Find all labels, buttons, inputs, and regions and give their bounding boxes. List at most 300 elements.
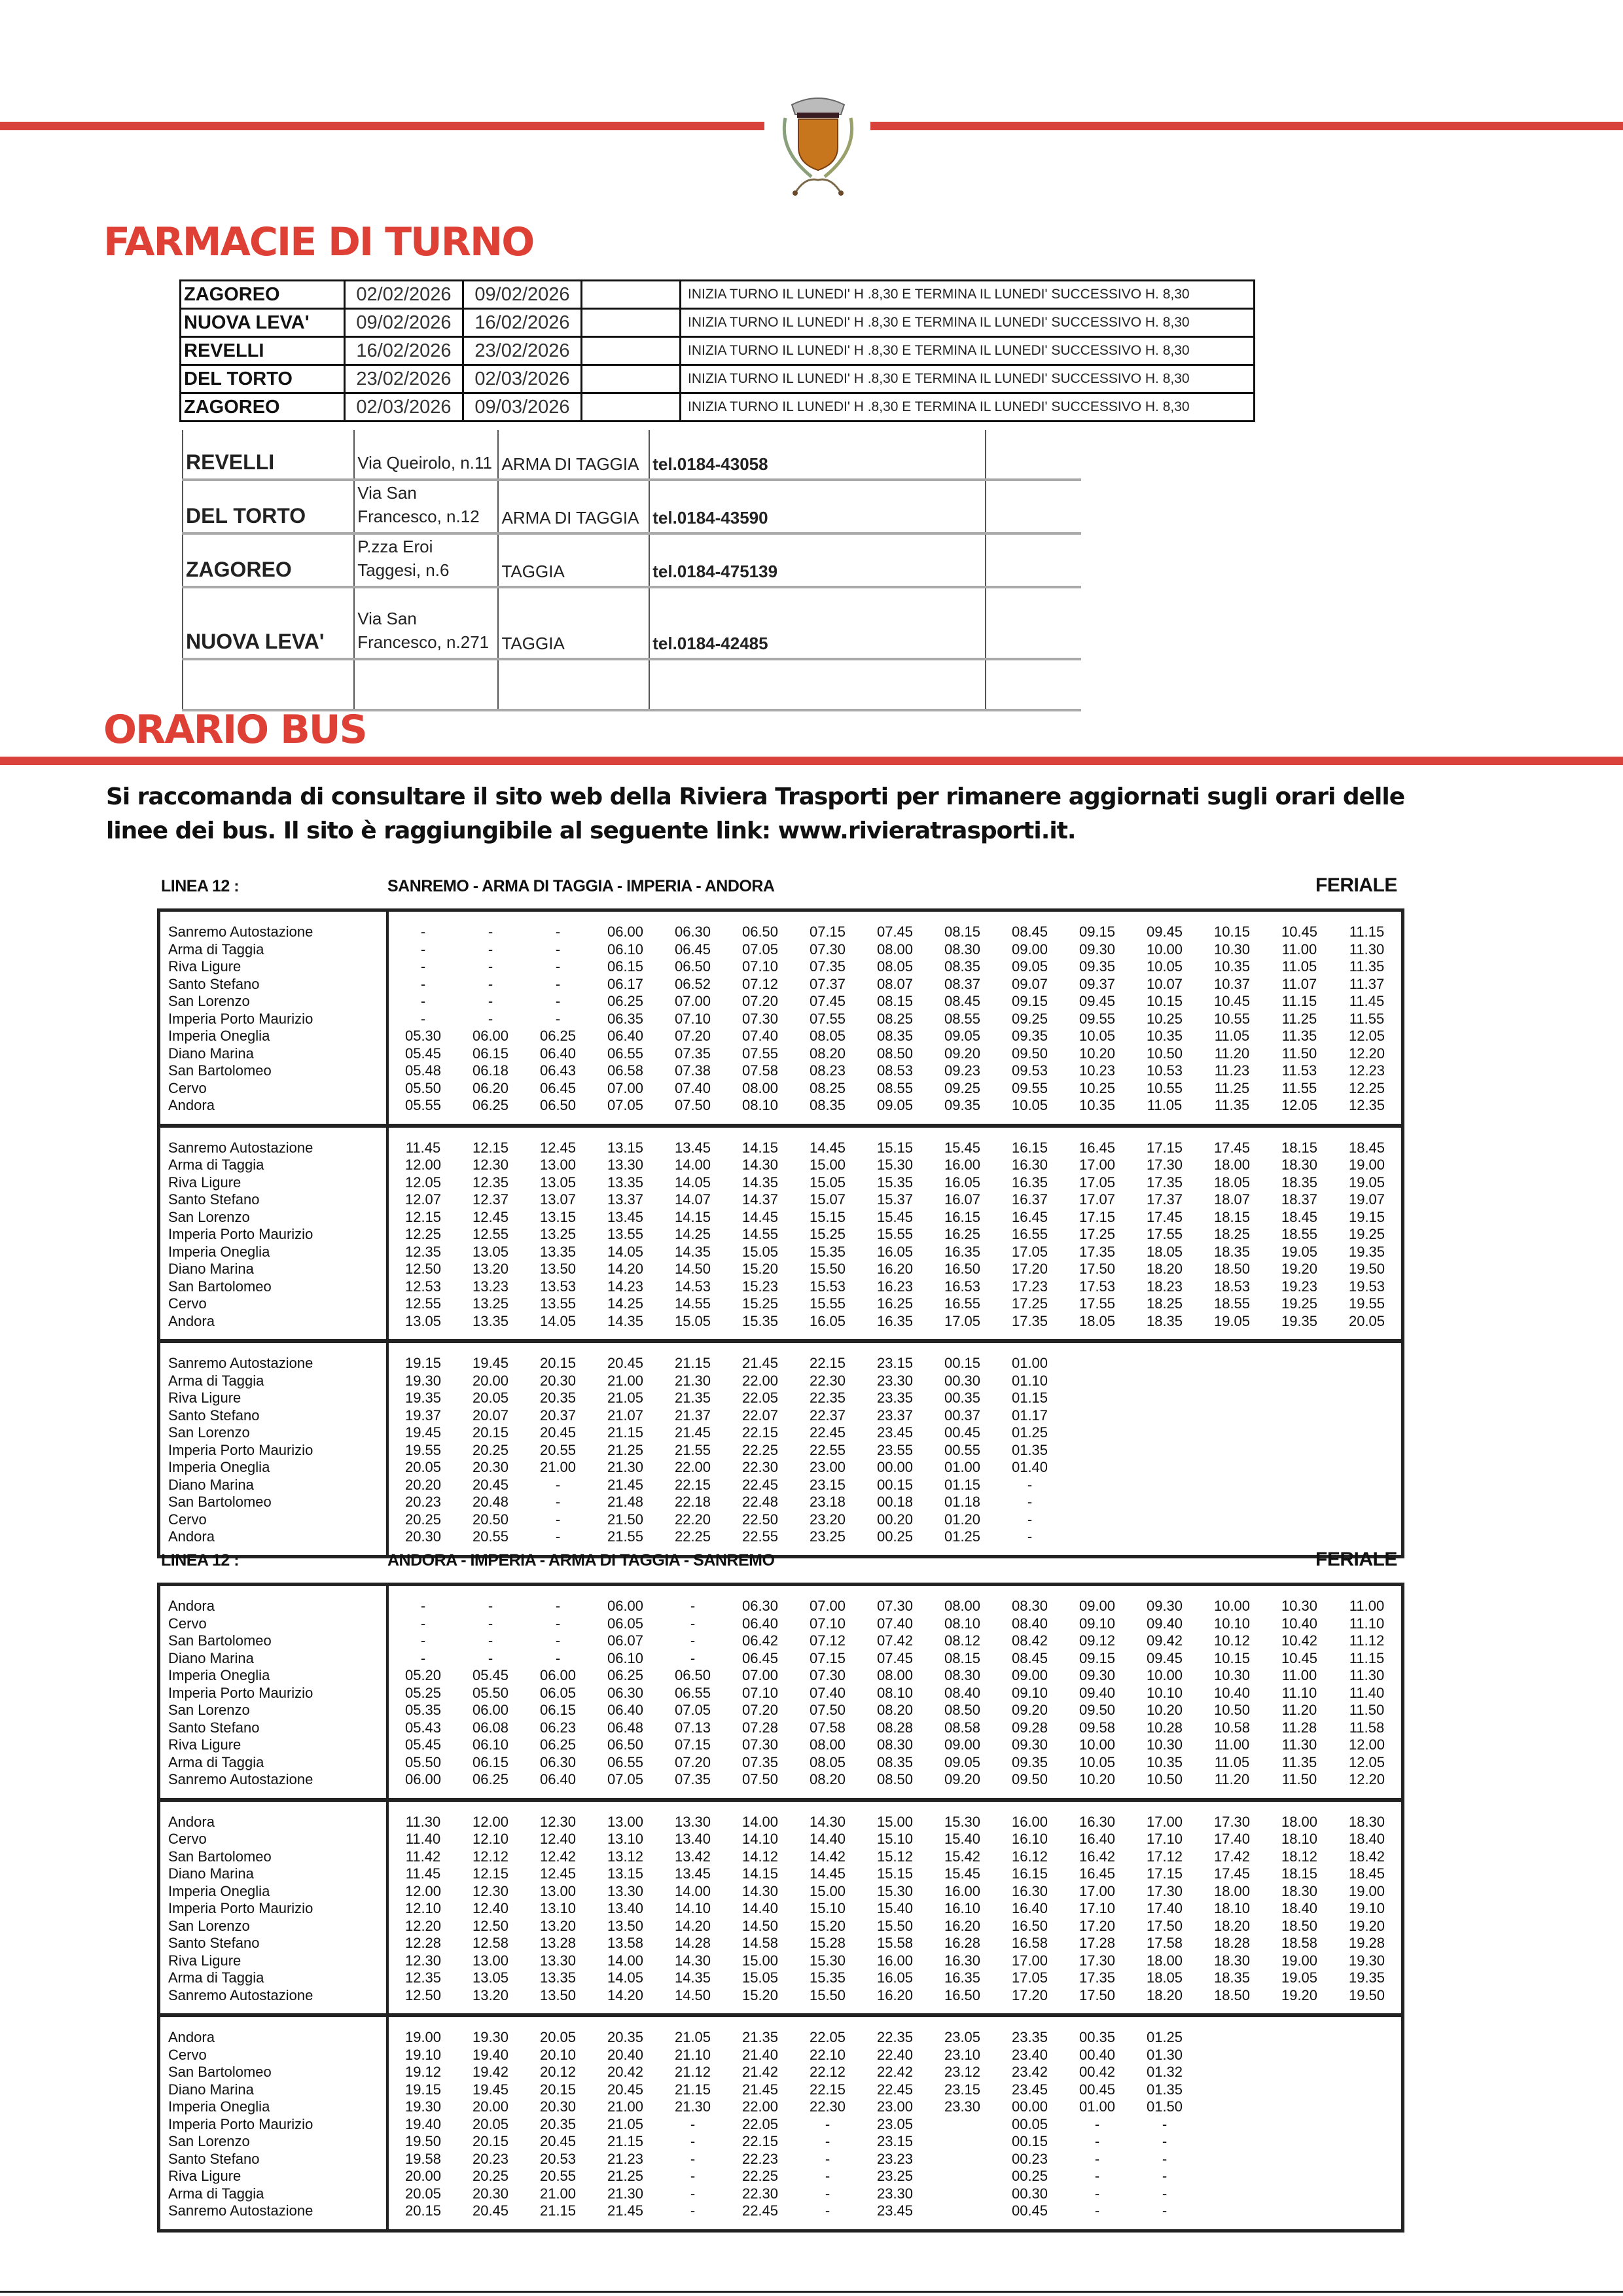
departure-time: 09.30	[1079, 1667, 1116, 1683]
departure-time: 19.12	[404, 2064, 442, 2080]
departure-time: 09.53	[1011, 1062, 1048, 1079]
departure-time: 20.55	[539, 2168, 577, 2184]
times-row	[389, 2202, 1401, 2220]
stop-name: Imperia Oneglia	[168, 1243, 270, 1260]
empty-cell	[498, 659, 649, 710]
departure-time: -	[1162, 2150, 1168, 2167]
departure-time: 14.28	[674, 1935, 711, 1951]
stop-name: Andora	[168, 1813, 215, 1830]
stop-name: San Lorenzo	[168, 1917, 250, 1934]
departure-time: 13.05	[539, 1174, 577, 1191]
pharmacy-directory-table	[182, 430, 1081, 711]
departure-time: 13.15	[607, 1865, 644, 1882]
times-row	[389, 1918, 1401, 1935]
departure-time: 16.45	[1079, 1139, 1116, 1156]
departure-time: 10.35	[1146, 1753, 1183, 1770]
departure-time: 00.35	[1079, 2029, 1116, 2045]
times-row	[389, 958, 1401, 976]
shift-end-date: 16/02/2026	[463, 309, 582, 337]
departure-time: 10.10	[1146, 1684, 1183, 1701]
times-grid	[389, 912, 1401, 1115]
times-row	[389, 1615, 1401, 1633]
departure-time: 00.05	[1011, 2115, 1048, 2132]
departure-time: 00.20	[876, 1511, 914, 1528]
times-row	[389, 1987, 1401, 2005]
departure-time: 05.35	[404, 1702, 442, 1718]
departure-time: 10.30	[1281, 1598, 1318, 1614]
departure-time: 15.40	[876, 1900, 914, 1916]
line-label: LINEA 12 :	[161, 877, 240, 895]
departure-time: 20.15	[472, 2133, 509, 2149]
departure-time: 09.50	[1011, 1771, 1048, 1787]
departure-time: 15.55	[809, 1295, 846, 1312]
departure-time: 09.40	[1146, 1615, 1183, 1632]
departure-time: 07.13	[674, 1719, 711, 1736]
times-row	[389, 1209, 1401, 1227]
departure-time: 11.20	[1214, 1771, 1250, 1787]
stop-name: Cervo	[168, 2046, 207, 2063]
departure-time: 22.48	[741, 1494, 779, 1510]
stop-name: Arma di Taggia	[168, 941, 264, 958]
departure-time: -	[420, 993, 426, 1009]
departure-time: 18.50	[1213, 1261, 1251, 1277]
departure-time: 12.15	[404, 1208, 442, 1225]
departure-time: 18.05	[1079, 1312, 1116, 1329]
stop-name: San Lorenzo	[168, 1702, 250, 1718]
departure-time: 08.00	[741, 1079, 779, 1096]
departure-time: 18.35	[1213, 1243, 1251, 1260]
departure-time: 09.35	[1079, 958, 1116, 975]
times-row	[389, 1097, 1401, 1115]
departure-time: 16.30	[1079, 1813, 1116, 1830]
departure-time: 13.00	[539, 1882, 577, 1899]
departure-time: 01.17	[1011, 1407, 1048, 1424]
departure-time: 06.00	[539, 1667, 577, 1683]
stop-name: Imperia Porto Maurizio	[168, 1010, 313, 1027]
departure-time: 14.15	[674, 1208, 711, 1225]
pharmacy-name: ZAGOREO	[183, 533, 354, 587]
departure-time: 21.30	[674, 2098, 711, 2115]
departure-time: 17.15	[1079, 1208, 1116, 1225]
departure-time: 16.00	[876, 1952, 914, 1969]
times-row	[389, 1226, 1401, 1244]
departure-time: 08.42	[1011, 1632, 1048, 1649]
departure-time: 01.35	[1011, 1441, 1048, 1458]
departure-time: 08.35	[876, 1753, 914, 1770]
departure-time: 21.00	[607, 1372, 644, 1389]
departure-time: 18.12	[1281, 1848, 1318, 1865]
departure-time: 08.10	[741, 1097, 779, 1113]
departure-time: 20.35	[607, 2029, 644, 2045]
departure-time: 07.20	[741, 993, 779, 1009]
departure-time: 11.45	[1349, 993, 1385, 1009]
departure-time: 07.58	[809, 1719, 846, 1736]
departure-time: 08.05	[876, 958, 914, 975]
directory-row	[183, 480, 1081, 533]
departure-time: 11.30	[1349, 941, 1385, 958]
timetable-block	[160, 1339, 1401, 1555]
departure-time: 13.50	[607, 1917, 644, 1934]
departure-time: 10.45	[1281, 924, 1318, 940]
departure-time: -	[1027, 1528, 1033, 1545]
departure-time: 14.30	[741, 1882, 779, 1899]
departure-time: 22.00	[741, 2098, 779, 2115]
departure-time: 22.12	[809, 2064, 846, 2080]
departure-time: 14.53	[674, 1278, 711, 1295]
departure-time: 09.23	[944, 1062, 981, 1079]
shift-end-date: 23/02/2026	[463, 337, 582, 365]
departure-time: 19.50	[1348, 1986, 1385, 2003]
departure-time: 20.45	[607, 1355, 644, 1371]
departure-time: 09.20	[1011, 1702, 1048, 1718]
departure-time: -	[555, 975, 561, 992]
departure-time: 10.25	[1146, 1010, 1183, 1027]
departure-time: 12.35	[404, 1243, 442, 1260]
departure-time: 14.12	[741, 1848, 779, 1865]
departure-time: 20.53	[539, 2150, 577, 2167]
departure-time: 09.10	[1079, 1615, 1116, 1632]
departure-time: 08.20	[809, 1771, 846, 1787]
departure-time: 13.42	[674, 1848, 711, 1865]
departure-time: 17.07	[1079, 1191, 1116, 1208]
shift-note: INIZIA TURNO IL LUNEDI' H .8,30 E TERMINA IL LUNEDI' SUCCESSIVO H. 8,30	[681, 393, 1255, 422]
departure-time: 22.23	[741, 2150, 779, 2167]
departure-time: 10.15	[1146, 993, 1183, 1009]
departure-time: 16.23	[876, 1278, 914, 1295]
departure-time: -	[825, 2185, 830, 2202]
departure-time: 19.35	[1348, 1243, 1385, 1260]
departure-time: -	[555, 1632, 561, 1649]
departure-time: 09.20	[944, 1771, 981, 1787]
times-grid	[389, 2017, 1401, 2220]
departure-time: 15.30	[876, 1157, 914, 1173]
departure-time: 11.37	[1349, 975, 1385, 992]
header-rule-right	[854, 122, 1623, 130]
shift-end-date: 09/03/2026	[463, 393, 582, 422]
departure-time: 19.00	[404, 2029, 442, 2045]
departure-time: 11.30	[1349, 1667, 1385, 1683]
departure-time: 01.20	[944, 1511, 981, 1528]
departure-time: -	[1027, 1494, 1033, 1510]
departure-time: 18.37	[1281, 1191, 1318, 1208]
departure-time: 19.15	[404, 2081, 442, 2098]
departure-time: 19.25	[1281, 1295, 1318, 1312]
departure-time: 07.05	[607, 1771, 644, 1787]
departure-time: -	[1094, 2115, 1100, 2132]
departure-time: 16.42	[1079, 1848, 1116, 1865]
departure-time: 21.30	[607, 2185, 644, 2202]
stop-column	[160, 1128, 389, 1340]
departure-time: 22.10	[809, 2046, 846, 2063]
stop-name: Arma di Taggia	[168, 1969, 264, 1986]
departure-time: 16.05	[809, 1312, 846, 1329]
departure-time: 07.00	[674, 993, 711, 1009]
departure-time: 18.35	[1281, 1174, 1318, 1191]
departure-time: 12.23	[1348, 1062, 1385, 1079]
departure-time: 01.00	[1011, 1355, 1048, 1371]
departure-time: 08.15	[944, 924, 981, 940]
stop-name: Cervo	[168, 1615, 207, 1632]
departure-time: 22.15	[809, 2081, 846, 2098]
departure-time: 14.55	[741, 1226, 779, 1242]
departure-time: 14.30	[809, 1813, 846, 1830]
departure-time: 20.35	[539, 1390, 577, 1406]
departure-time: 12.30	[472, 1157, 509, 1173]
stop-name: San Lorenzo	[168, 2133, 250, 2149]
departure-time: 07.45	[809, 993, 846, 1009]
departure-time: 18.53	[1213, 1278, 1251, 1295]
times-row	[389, 1685, 1401, 1702]
departure-time: 01.50	[1146, 2098, 1183, 2115]
departure-time: 18.05	[1146, 1243, 1183, 1260]
departure-time: 15.20	[741, 1986, 779, 2003]
times-row	[389, 2029, 1401, 2047]
departure-time: 16.50	[944, 1261, 981, 1277]
shift-start-date: 02/02/2026	[345, 281, 463, 309]
departure-time: 22.20	[674, 1511, 711, 1528]
departure-time: 08.50	[876, 1771, 914, 1787]
departure-time: 18.30	[1281, 1882, 1318, 1899]
departure-time: 22.50	[741, 1511, 779, 1528]
departure-time: 10.30	[1213, 941, 1251, 958]
pharmacy-name: NUOVA LEVA'	[183, 587, 354, 659]
stop-name: Sanremo Autostazione	[168, 1986, 313, 2003]
departure-time: 18.30	[1348, 1813, 1385, 1830]
shift-row	[181, 393, 1255, 422]
departure-time: 16.40	[1079, 1831, 1116, 1847]
departure-time: -	[1094, 2133, 1100, 2149]
departure-time: 09.35	[944, 1097, 981, 1113]
departure-time: 23.05	[876, 2115, 914, 2132]
departure-time: 14.35	[674, 1243, 711, 1260]
empty-cell	[986, 430, 1081, 480]
departure-time: 11.00	[1349, 1598, 1385, 1614]
departure-time: 15.05	[741, 1243, 779, 1260]
departure-time: 06.30	[607, 1684, 644, 1701]
departure-time: 11.12	[1349, 1632, 1385, 1649]
departure-time: 13.35	[607, 1174, 644, 1191]
departure-time: 06.05	[607, 1615, 644, 1632]
departure-time: 20.37	[539, 1407, 577, 1424]
departure-time: 20.30	[472, 1459, 509, 1475]
departure-time: 20.45	[472, 2202, 509, 2219]
departure-time: 15.07	[809, 1191, 846, 1208]
bus-intro-text: Si raccomanda di consultare il sito web della Riviera Trasporti per rimanere aggiornati sugli orari delle linee dei bus. Il sito è raggiungibile al seguente link: www.rivieratrasporti.it.	[106, 783, 1405, 844]
departure-time: 06.50	[674, 958, 711, 975]
departure-time: 18.45	[1348, 1139, 1385, 1156]
stop-name: Riva Ligure	[168, 1952, 241, 1969]
departure-time: 06.07	[607, 1632, 644, 1649]
departure-time: 14.40	[741, 1900, 779, 1916]
departure-time: 00.15	[876, 1476, 914, 1493]
times-row	[389, 1045, 1401, 1063]
departure-time	[929, 2116, 996, 2134]
departure-time: 13.45	[607, 1208, 644, 1225]
departure-time: 14.05	[607, 1969, 644, 1986]
departure-time: 21.00	[539, 2185, 577, 2202]
departure-time: 18.07	[1213, 1191, 1251, 1208]
departure-time: 17.30	[1146, 1157, 1183, 1173]
departure-time: 22.05	[741, 1390, 779, 1406]
departure-time: -	[690, 1598, 696, 1614]
departure-time: -	[1094, 2185, 1100, 2202]
departure-time: 12.30	[539, 1813, 577, 1830]
departure-time: 08.55	[876, 1079, 914, 1096]
departure-time: 10.15	[1213, 1649, 1251, 1666]
departure-time: 11.40	[405, 1831, 441, 1847]
departure-time: 20.07	[472, 1407, 509, 1424]
departure-time: -	[420, 1649, 426, 1666]
departure-time: 08.40	[944, 1684, 981, 1701]
departure-time: 18.40	[1348, 1831, 1385, 1847]
departure-time: 15.35	[809, 1969, 846, 1986]
departure-time: 21.35	[674, 1390, 711, 1406]
departure-time: 12.35	[404, 1969, 442, 1986]
departure-time: 06.10	[472, 1736, 509, 1753]
departure-time: 09.55	[1079, 1010, 1116, 1027]
departure-time: 19.35	[1348, 1969, 1385, 1986]
departure-time: 22.25	[741, 1441, 779, 1458]
departure-time: 08.45	[1011, 924, 1048, 940]
times-row	[389, 1650, 1401, 1668]
departure-time: 11.15	[1349, 924, 1385, 940]
stop-name: Imperia Oneglia	[168, 1667, 270, 1683]
departure-time: 21.55	[607, 1528, 644, 1545]
departure-time: -	[555, 1476, 561, 1493]
departure-time: 16.35	[876, 1312, 914, 1329]
departure-time: 17.00	[1079, 1157, 1116, 1173]
stop-name: Imperia Porto Maurizio	[168, 1226, 313, 1242]
departure-time: 20.48	[472, 1494, 509, 1510]
departure-time: 13.25	[472, 1295, 509, 1312]
departure-time: 18.28	[1213, 1935, 1251, 1951]
departure-time: 00.15	[944, 1355, 981, 1371]
departure-time: 16.37	[1011, 1191, 1048, 1208]
departure-time: 06.15	[472, 1045, 509, 1062]
departure-time: 07.30	[741, 1736, 779, 1753]
times-row	[389, 2098, 1401, 2116]
departure-time: 07.40	[674, 1079, 711, 1096]
departure-time: 13.10	[539, 1900, 577, 1916]
departure-time: 16.50	[1011, 1917, 1048, 1934]
directory-blank-row	[183, 659, 1081, 710]
departure-time: 12.00	[404, 1157, 442, 1173]
stop-name: Riva Ligure	[168, 1174, 241, 1191]
departure-time: 07.10	[674, 1010, 711, 1027]
departure-time: -	[690, 2115, 696, 2132]
departure-time: 11.50	[1281, 1045, 1317, 1062]
pharmacy-shift-table	[179, 279, 1255, 422]
stop-name: Imperia Oneglia	[168, 1028, 270, 1044]
departure-time: 20.00	[472, 1372, 509, 1389]
departure-time: 22.15	[741, 2133, 779, 2149]
departure-time: 14.50	[674, 1261, 711, 1277]
departure-time: 10.15	[1213, 924, 1251, 940]
stop-name: Andora	[168, 1097, 215, 1113]
departure-time: 19.45	[472, 2081, 509, 2098]
pharmacy-address: Via Queirolo, n.11	[354, 430, 498, 480]
times-row	[389, 1900, 1401, 1918]
stop-name: Cervo	[168, 1295, 207, 1312]
departure-time: 20.23	[472, 2150, 509, 2167]
departure-time: 21.07	[607, 1407, 644, 1424]
departure-time: 17.23	[1011, 1278, 1048, 1295]
departure-time: 06.58	[607, 1062, 644, 1079]
departure-time: 08.35	[944, 958, 981, 975]
departure-time: 10.12	[1213, 1632, 1251, 1649]
pharmacy-city: ARMA DI TAGGIA	[498, 430, 649, 480]
stop-name: San Bartolomeo	[168, 1278, 272, 1295]
pharmacy-phone: tel.0184-43590	[649, 480, 986, 533]
departure-time: 09.15	[1079, 924, 1116, 940]
empty-cell	[986, 587, 1081, 659]
timetable-outbound	[157, 908, 1404, 1558]
departure-time: 01.15	[1011, 1390, 1048, 1406]
stop-name: Imperia Porto Maurizio	[168, 1441, 313, 1458]
departure-time: 06.15	[472, 1753, 509, 1770]
stop-name: Andora	[168, 1312, 215, 1329]
departure-time: 10.55	[1146, 1079, 1183, 1096]
departure-time: 23.00	[809, 1459, 846, 1475]
departure-time: 12.55	[472, 1226, 509, 1242]
departure-time: 11.05	[1281, 958, 1317, 975]
departure-time: 01.40	[1011, 1459, 1048, 1475]
departure-time: 07.12	[809, 1632, 846, 1649]
departure-time: 18.23	[1146, 1278, 1183, 1295]
stop-name: San Lorenzo	[168, 1208, 250, 1225]
departure-time: 21.45	[674, 1424, 711, 1441]
departure-time: 19.30	[404, 2098, 442, 2115]
stop-name: Sanremo Autostazione	[168, 2202, 313, 2219]
times-row	[389, 1598, 1401, 1615]
departure-time: 17.50	[1079, 1986, 1116, 2003]
departure-time: 08.30	[944, 941, 981, 958]
departure-time: 16.05	[944, 1174, 981, 1191]
departure-time: 21.25	[607, 1441, 644, 1458]
departure-time: 17.40	[1146, 1900, 1183, 1916]
departure-time: 01.10	[1011, 1372, 1048, 1389]
departure-time: 00.35	[944, 1390, 981, 1406]
departure-time: 18.10	[1281, 1831, 1318, 1847]
departure-time: -	[1162, 2133, 1168, 2149]
departure-time: 08.00	[876, 1667, 914, 1683]
stop-column	[160, 1802, 389, 2014]
departure-time: 18.30	[1281, 1157, 1318, 1173]
departure-time: 10.23	[1079, 1062, 1116, 1079]
stop-name: Arma di Taggia	[168, 2185, 264, 2202]
departure-time: 12.25	[404, 1226, 442, 1242]
departure-time: 06.40	[539, 1045, 577, 1062]
departure-time: 05.30	[404, 1028, 442, 1044]
departure-time: 06.25	[472, 1097, 509, 1113]
departure-time: 11.00	[1214, 1736, 1250, 1753]
departure-time: 06.50	[539, 1097, 577, 1113]
pharmacy-section-title: FARMACIE DI TURNO	[103, 219, 534, 265]
pharmacy-address: P.zza Eroi Taggesi, n.6	[354, 533, 498, 587]
departure-time: 13.12	[607, 1848, 644, 1865]
stop-column	[160, 1586, 389, 1798]
departure-time: 14.23	[607, 1278, 644, 1295]
departure-time: -	[420, 924, 426, 940]
departure-time: 09.35	[1011, 1753, 1048, 1770]
stop-name: Riva Ligure	[168, 1736, 241, 1753]
departure-time: 11.25	[1281, 1010, 1317, 1027]
departure-time: 17.50	[1079, 1261, 1116, 1277]
departure-time: 11.10	[1281, 1684, 1317, 1701]
stop-name: San Bartolomeo	[168, 2064, 272, 2080]
stop-name: Diano Marina	[168, 1045, 254, 1062]
departure-time: 11.23	[1214, 1062, 1250, 1079]
